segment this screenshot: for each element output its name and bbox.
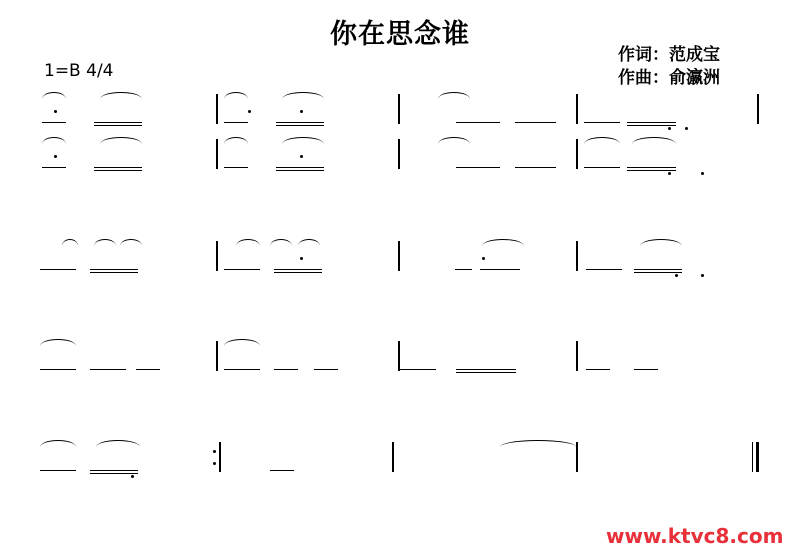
slur-arc: [500, 440, 576, 447]
slur-arc: [40, 440, 76, 447]
octave-dot-below: [685, 127, 688, 130]
beam-line: [94, 125, 142, 126]
beam-line: [90, 369, 126, 370]
slur-arc: [236, 239, 260, 246]
beam-line: [276, 122, 324, 123]
bar-line: [216, 94, 218, 124]
beam-line: [90, 470, 138, 471]
beam-line: [456, 167, 500, 168]
beam-line: [42, 122, 66, 123]
octave-dot-below: [701, 172, 704, 175]
composer-credit: 作曲：俞瀛洲: [618, 68, 720, 88]
slur-arc: [42, 92, 66, 99]
slur-arc: [438, 92, 470, 99]
octave-dot-below: [668, 172, 671, 175]
beam-line: [276, 167, 324, 168]
beam-line: [224, 369, 260, 370]
beam-line: [40, 369, 76, 370]
augmentation-dot: [54, 155, 57, 158]
slur-arc: [224, 92, 248, 99]
beam-line: [627, 167, 676, 168]
beam-line: [634, 369, 658, 370]
slur-arc: [282, 92, 324, 99]
beam-line: [455, 269, 472, 270]
beam-line: [627, 122, 676, 123]
slur-arc: [96, 440, 140, 447]
beam-line: [224, 167, 248, 168]
beam-line: [400, 369, 436, 370]
beam-line: [40, 470, 76, 471]
beam-line: [274, 369, 298, 370]
final-bar-thick: [756, 442, 759, 472]
augmentation-dot: [300, 110, 303, 113]
beam-line: [94, 167, 142, 168]
beam-line: [276, 125, 324, 126]
bar-line: [576, 94, 578, 124]
beam-line: [627, 170, 676, 171]
repeat-dot: [213, 462, 216, 465]
key-signature: 1=B 4/4: [44, 61, 114, 81]
bar-line: [398, 241, 400, 271]
beam-line: [94, 170, 142, 171]
beam-line: [40, 269, 76, 270]
slur-arc: [42, 137, 66, 144]
beam-line: [42, 167, 66, 168]
beam-line: [627, 125, 676, 126]
beam-line: [274, 269, 322, 270]
augmentation-dot: [300, 155, 303, 158]
beam-line: [480, 269, 520, 270]
beam-line: [90, 269, 138, 270]
bar-line: [398, 94, 400, 124]
slur-arc: [270, 239, 292, 246]
octave-dot-below: [131, 475, 134, 478]
beam-line: [634, 269, 682, 270]
beam-line: [456, 372, 516, 373]
beam-line: [314, 369, 338, 370]
slur-arc: [62, 239, 78, 246]
bar-line: [398, 139, 400, 169]
final-bar-thin: [752, 442, 753, 472]
beam-line: [276, 170, 324, 171]
bar-line: [757, 94, 759, 124]
beam-line: [270, 470, 294, 471]
bar-line: [216, 241, 218, 271]
slur-arc: [584, 137, 620, 144]
bar-line: [576, 241, 578, 271]
slur-arc: [640, 239, 682, 246]
lyricist-credit: 作词：范成宝: [618, 45, 720, 65]
beam-line: [584, 167, 620, 168]
augmentation-dot: [300, 257, 303, 260]
bar-line: [576, 442, 578, 472]
bar-line: [576, 139, 578, 169]
bar-line: [392, 442, 394, 472]
bar-line: [398, 341, 400, 371]
beam-line: [634, 272, 682, 273]
slur-arc: [224, 339, 260, 346]
beam-line: [586, 269, 622, 270]
beam-line: [584, 122, 620, 123]
augmentation-dot: [248, 110, 251, 113]
augmentation-dot: [482, 257, 485, 260]
beam-line: [94, 122, 142, 123]
watermark-text: www.ktvc8.com: [606, 524, 784, 548]
beam-line: [224, 122, 248, 123]
beam-line: [456, 369, 516, 370]
bar-line: [576, 341, 578, 371]
beam-line: [90, 272, 138, 273]
beam-line: [90, 473, 138, 474]
beam-line: [515, 122, 556, 123]
octave-dot-below: [675, 274, 678, 277]
slur-arc: [282, 137, 324, 144]
slur-arc: [40, 339, 76, 346]
slur-arc: [224, 137, 248, 144]
bar-line: [216, 341, 218, 371]
slur-arc: [298, 239, 320, 246]
beam-line: [456, 122, 500, 123]
slur-arc: [438, 137, 470, 144]
beam-line: [586, 369, 610, 370]
beam-line: [136, 369, 160, 370]
song-title: 你在思念谁: [330, 19, 470, 50]
slur-arc: [100, 137, 142, 144]
beam-line: [224, 269, 260, 270]
beam-line: [515, 167, 556, 168]
octave-dot-below: [701, 274, 704, 277]
bar-line: [216, 139, 218, 169]
slur-arc: [94, 239, 116, 246]
beam-line: [274, 272, 322, 273]
slur-arc: [100, 92, 142, 99]
slur-arc: [120, 239, 142, 246]
repeat-dot: [213, 450, 216, 453]
octave-dot-below: [668, 127, 671, 130]
repeat-bar-line: [219, 442, 221, 472]
slur-arc: [632, 137, 676, 144]
slur-arc: [482, 239, 524, 246]
augmentation-dot: [54, 110, 57, 113]
